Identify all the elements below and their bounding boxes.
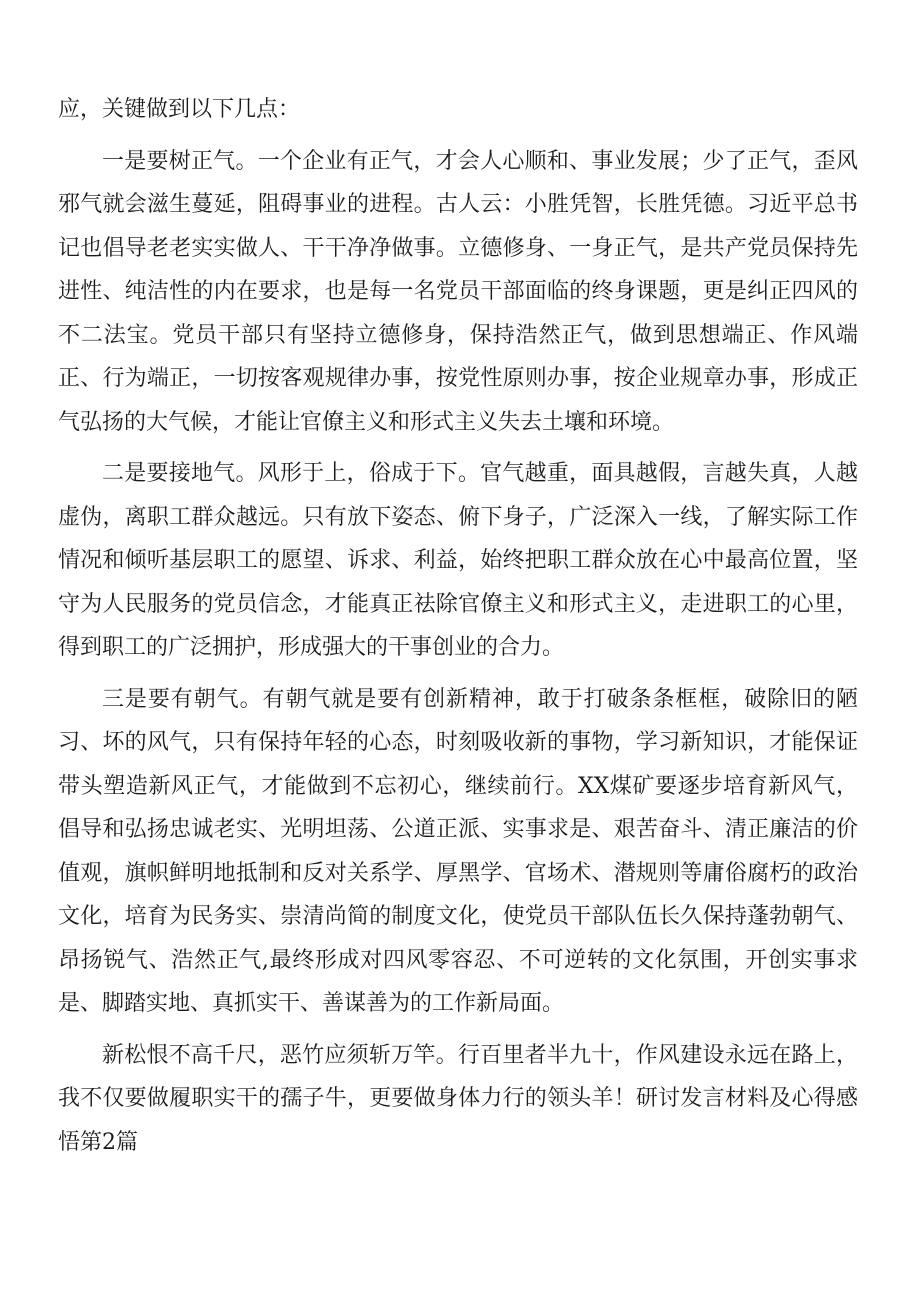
document-body — [58, 88, 858, 1164]
paragraph-intro-tail: 应，关键做到以下几点： — [58, 97, 301, 122]
paragraph-point-one: 一是要树正气。一个企业有正气，才会人心顺和、事业发展；少了正气，歪风邪气就会滋生蔓延，阻碍事业的进程。古人云：小胜凭智，长胜凭德。习近平总书记也倡导老老实实做人、干干净净做事。立德修身、一身正气，是共产党员保持先进性、纯洁性的内在要求，也是每一名党员干部面临的终身课题，更是纠正四风的不二法宝。党员干部只有坚持立德修身，保持浩然正气，做到思想端正、作风端正、行为端正，一切按客观规律办事，按党性原则办事，按企业规章办事，形成正气弘扬的大气候，才能让官僚主义和形式主义失去土壤和环境。 — [58, 148, 858, 435]
paragraph-point-two: 二是要接地气。风形于上，俗成于下。官气越重，面具越假，言越失真，人越虚伪，离职工群众越远。只有放下姿态、俯下身子，广泛深入一线，了解实际工作情况和倾听基层职工的愿望、诉求、利益，始终把职工群众放在心中最高位置，坚守为人民服务的党员信念，才能真正祛除官僚主义和形式主义，走进职工的心里，得到职工的广泛拥护，形成强大的干事创业的合力。 — [58, 461, 858, 660]
paragraph-conclusion: 新松恨不高千尺，恶竹应须斩万竿。行百里者半九十，作风建设永远在路上，我不仅要做履职实干的孺子牛，更要做身体力行的领头羊！研讨发言材料及心得感悟第2篇 — [58, 1042, 858, 1155]
paragraph-point-three: 三是要有朝气。有朝气就是要有创新精神，敢于打破条条框框，破除旧的陋习、坏的风气，只有保持年轻的心态，时刻吸收新的事物，学习新知识，才能保证带头塑造新风正气，才能做到不忘初心，继续前行。XX煤矿要逐步培育新风气，倡导和弘扬忠诚老实、光明坦荡、公道正派、实事求是、艰苦奋斗、清正廉洁的价值观，旗帜鲜明地抵制和反对关系学、厚黑学、官场术、潜规则等庸俗腐朽的政治文化，培育为民务实、崇清尚简的制度文化，使党员干部队伍长久保持蓬勃朝气、昂扬锐气、浩然正气,最终形成对四风零容忍、不可逆转的文化氛围，开创实事求是、脚踏实地、真抓实干、善谋善为的工作新局面。 — [58, 686, 858, 1016]
